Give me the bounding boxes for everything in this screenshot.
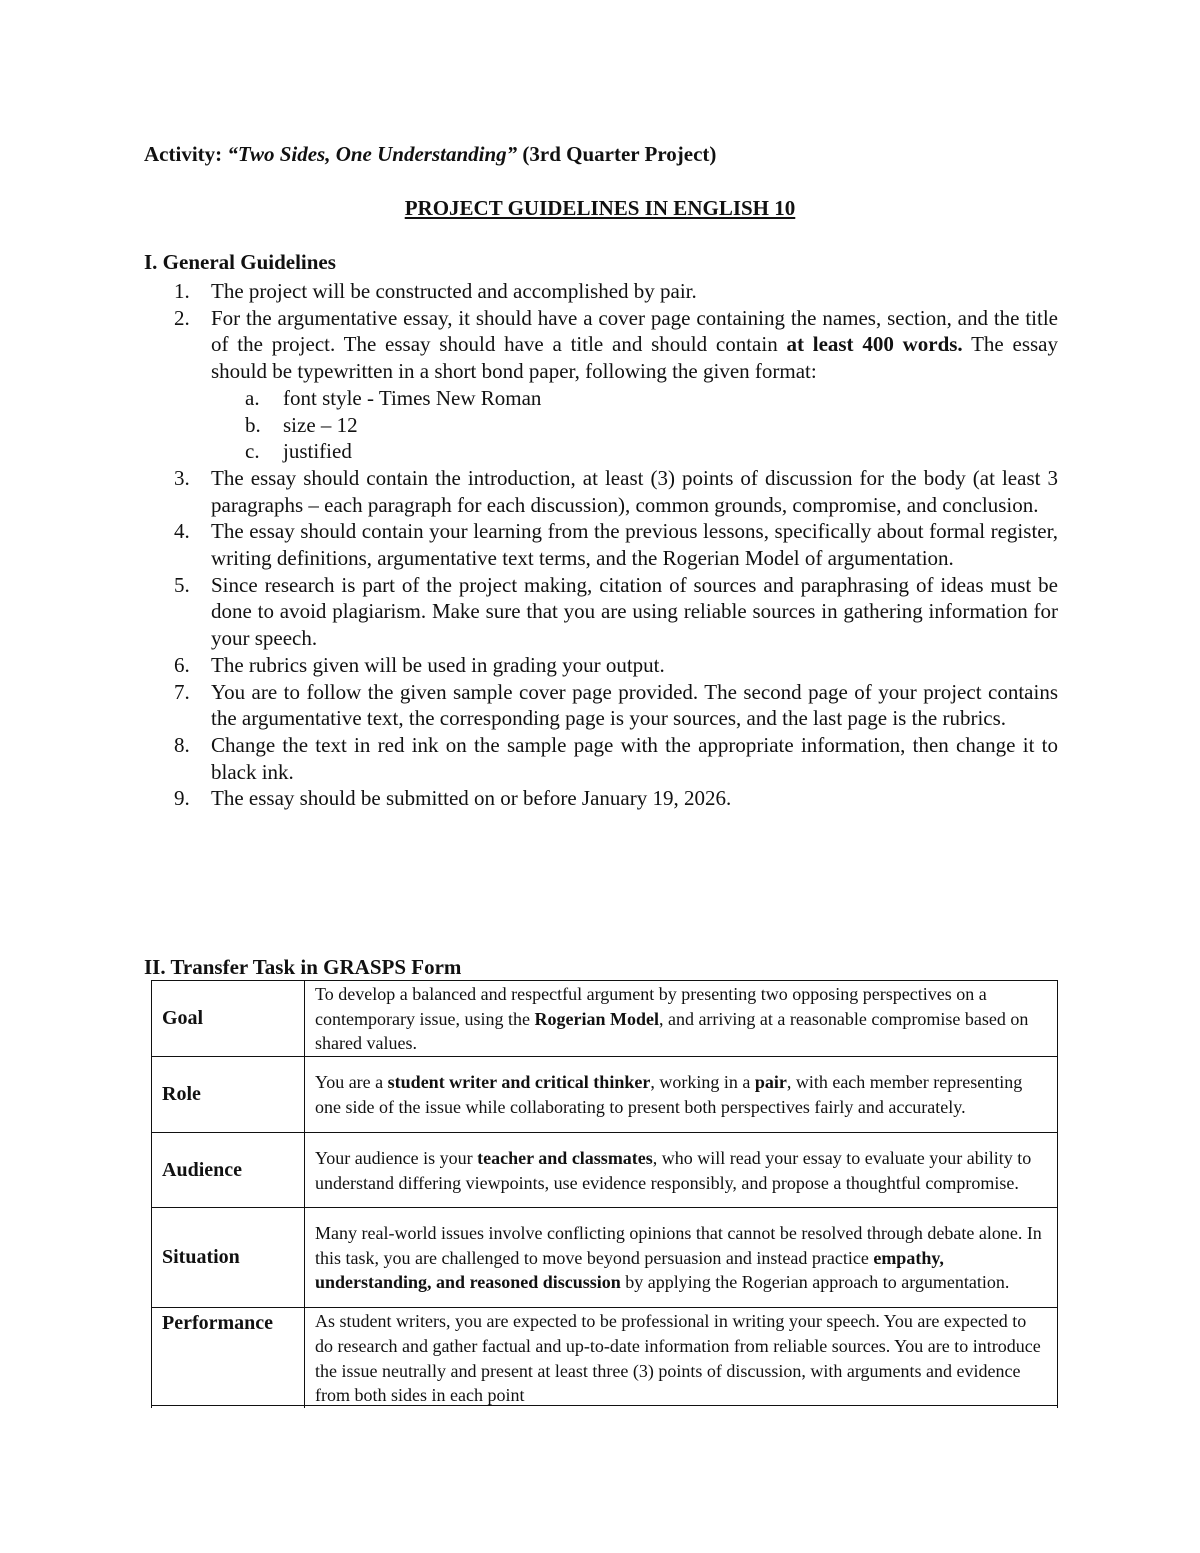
item-text: The essay should contain the introduction, at least (3) points of discussion for the body (at least 3 paragraphs – each paragraph for each discussion), common grounds, compromise, and conclusion. [211,465,1058,517]
item-text-bold: at least 400 words. [786,332,963,357]
item-text: Since research is part of the project making, citation of sources and paraphrasing of ideas must be done to avoid plagiarism. Make sure that you are using reliable sources in gathering information for your speech. [211,572,1058,651]
guidelines-list [144,278,1058,812]
activity-title: “Two Sides, One Understanding” [227,142,518,166]
list-item [144,518,1058,571]
table-row [152,1308,1058,1408]
item-number: 1. [174,279,190,303]
row-label: Goal [152,981,305,1057]
section-heading-general-guidelines: I. General Guidelines [144,250,336,274]
item-text: The essay should be typewritten in a short bond paper, following the given format: [211,332,1058,384]
sub-letter: c. [245,439,260,464]
item-number: 3. [174,465,190,490]
item-number: 5. [174,572,190,597]
item-text: You are to follow the given sample cover page provided. The second page of your project contains the argumentative text, the corresponding page is your sources, and the last page is the rubrics. [211,679,1058,731]
sub-letter: b. [245,412,261,437]
item-number: 4. [174,519,190,544]
format-sublist [211,385,1058,465]
list-item [144,305,1058,465]
item-number: 2. [174,305,190,330]
project-title: PROJECT GUIDELINES IN ENGLISH 10 [404,196,796,220]
item-text: The rubrics given will be used in grading your output. [211,652,665,677]
row-description: Many real-world issues involve conflicting opinions that cannot be resolved through debate alone. In this task, you are challenged to move beyond persuasion and instead practice empathy, understanding, and reasoned discussion by applying the Rogerian approach to argumentation. [305,1208,1058,1308]
sub-text: font style - Times New Roman [283,385,542,410]
item-number: 7. [174,679,190,704]
item-text: The project will be constructed and accomplished by pair. [211,279,697,303]
section-heading-grasps: II. Transfer Task in GRASPS Form [144,955,462,979]
table-row [152,1133,1058,1208]
item-number: 8. [174,732,190,757]
item-text: The essay should contain your learning from the previous lessons, specifically about formal register, writing definitions, argumentative text terms, and the Rogerian Model of argumentation. [211,519,1058,571]
table-bottom-border [151,1405,1058,1406]
list-item [144,572,1058,652]
row-label: Audience [152,1133,305,1208]
sub-text: justified [283,439,352,464]
row-label: Situation [152,1208,305,1308]
row-description: You are a student writer and critical thinker, working in a pair, with each member representing one side of the issue while collaborating to present both perspectives fairly and accurately. [305,1057,1058,1133]
row-description: As student writers, you are expected to be professional in writing your speech. You are expected to do research and gather factual and up-to-date information from reliable sources. You are to introduce the issue neutrally and present at least three (3) points of discussion, with arguments and evidence from both sides in each point [305,1308,1058,1408]
activity-suffix: (3rd Quarter Project) [517,142,717,166]
list-item [144,278,1058,305]
item-text: Change the text in red ink on the sample page with the appropriate information, then change it to black ink. [211,732,1058,784]
table-row [152,1208,1058,1308]
activity-prefix: Activity: [144,142,228,166]
list-item [144,679,1058,732]
row-label: Role [152,1057,305,1133]
item-number: 9. [174,786,190,811]
row-description: Your audience is your teacher and classmates, who will read your essay to evaluate your ability to understand differing viewpoints, use evidence responsibly, and propose a thoughtful compromise. [305,1133,1058,1208]
sublist-item [211,438,1058,465]
list-item [144,465,1058,518]
table-row [152,1057,1058,1133]
sub-text: size – 12 [283,412,358,437]
list-item [144,732,1058,785]
item-text: For the argumentative essay, it should have a cover page containing the names, section, and the title of the project. The essay should have a title and should contain [211,305,1058,357]
sub-letter: a. [245,385,260,410]
activity-line [144,142,716,167]
list-item [144,652,1058,679]
grasps-table [151,980,1058,1408]
item-number: 6. [174,652,190,677]
list-item [144,785,1058,812]
row-description: To develop a balanced and respectful argument by presenting two opposing perspectives on a contemporary issue, using the Rogerian Model, and arriving at a reasonable compromise based on shared values. [305,981,1058,1057]
table-row [152,981,1058,1057]
sublist-item [211,385,1058,412]
item-text: The essay should be submitted on or before January 19, 2026. [211,786,732,811]
row-label: Performance [152,1308,305,1408]
sublist-item [211,412,1058,439]
